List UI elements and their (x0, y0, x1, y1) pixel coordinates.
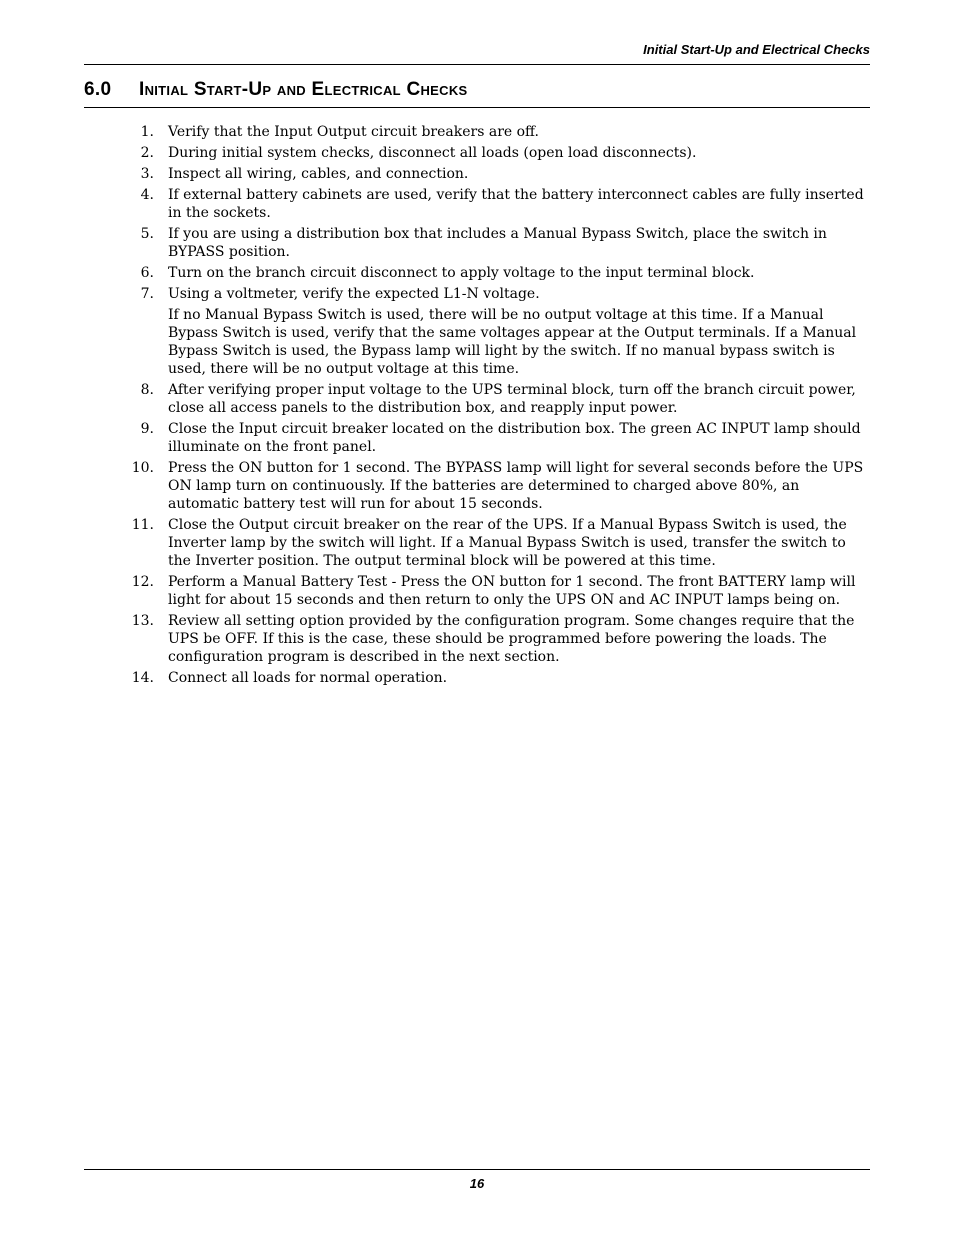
step-text: After verifying proper input voltage to the UPS terminal block, turn off the branch circuit power, close all access panels to the distribution box, and reapply input power. (168, 382, 856, 416)
step-text: Inspect all wiring, cables, and connection. (168, 166, 469, 182)
step-number: 2. (140, 145, 154, 161)
step-text: Turn on the branch circuit disconnect to apply voltage to the input terminal block. (168, 265, 755, 281)
step-item (84, 144, 870, 162)
section-number: 6.0 (84, 79, 112, 100)
step-text: During initial system checks, disconnect all loads (open load disconnects). (168, 145, 697, 161)
step-number: 3. (140, 166, 154, 182)
step-item (84, 285, 870, 378)
section-heading (84, 79, 870, 101)
step-number: 14. (131, 670, 154, 686)
step-item (84, 123, 870, 141)
step-text: If external battery cabinets are used, verify that the battery interconnect cables are fully inserted in the sockets. (168, 187, 864, 221)
step-number: 7. (140, 286, 154, 302)
section-title: Initial Start-Up and Electrical Checks (139, 79, 468, 100)
heading-divider (84, 107, 870, 108)
step-text: Press the ON button for 1 second. The BYPASS lamp will light for several seconds before the UPS ON lamp turn on continuously. If the batteries are determined to charged above 80%, an automatic battery test will run for about 15 seconds. (168, 460, 864, 512)
step-item (84, 225, 870, 261)
step-text: Close the Output circuit breaker on the rear of the UPS. If a Manual Bypass Switch is used, the Inverter lamp by the switch will light. If a Manual Bypass Switch is used, transfer the switch to the Inverter position. The output terminal block will be powered at this time. (168, 517, 847, 569)
step-item (84, 516, 870, 570)
step-note: If no Manual Bypass Switch is used, there will be no output voltage at this time. If a Manual Bypass Switch is used, verify that the same voltages appear at the Output terminals. If a Manual Bypass Switch is used, the Bypass lamp will light by the switch. If no manual bypass switch is used, there will be no output voltage at this time. (168, 307, 857, 377)
step-number: 10. (131, 460, 154, 476)
step-item (84, 381, 870, 417)
step-number: 5. (140, 226, 154, 242)
step-item (84, 669, 870, 687)
step-text: Close the Input circuit breaker located on the distribution box. The green AC INPUT lamp should illuminate on the front panel. (168, 421, 861, 455)
step-text: Verify that the Input Output circuit breakers are off. (168, 124, 539, 140)
step-number: 9. (140, 421, 154, 437)
step-item (84, 264, 870, 282)
step-number: 11. (131, 517, 154, 533)
step-number: 8. (140, 382, 154, 398)
step-text: Connect all loads for normal operation. (168, 670, 448, 686)
page-number: 16 (469, 1176, 485, 1191)
step-number: 4. (140, 187, 154, 203)
step-number: 6. (140, 265, 154, 281)
header-divider (84, 64, 870, 65)
step-text: Using a voltmeter, verify the expected L1-N voltage. (168, 286, 540, 302)
running-header: Initial Start-Up and Electrical Checks (643, 42, 870, 57)
step-item (84, 573, 870, 609)
step-item (84, 459, 870, 513)
procedure-steps-list (84, 123, 870, 690)
step-item (84, 186, 870, 222)
step-item (84, 165, 870, 183)
step-number: 1. (140, 124, 154, 140)
step-text: Review all setting option provided by the configuration program. Some changes require that the UPS be OFF. If this is the case, these should be programmed before powering the loads. The configuration program is described in the next section. (168, 613, 855, 665)
step-text: If you are using a distribution box that includes a Manual Bypass Switch, place the switch in BYPASS position. (168, 226, 827, 260)
step-item (84, 612, 870, 666)
step-number: 12. (131, 574, 154, 590)
footer-divider (84, 1169, 870, 1170)
step-number: 13. (131, 613, 154, 629)
step-item (84, 420, 870, 456)
step-text: Perform a Manual Battery Test - Press the ON button for 1 second. The front BATTERY lamp will light for about 15 seconds and then return to only the UPS ON and AC INPUT lamps being on. (168, 574, 856, 608)
